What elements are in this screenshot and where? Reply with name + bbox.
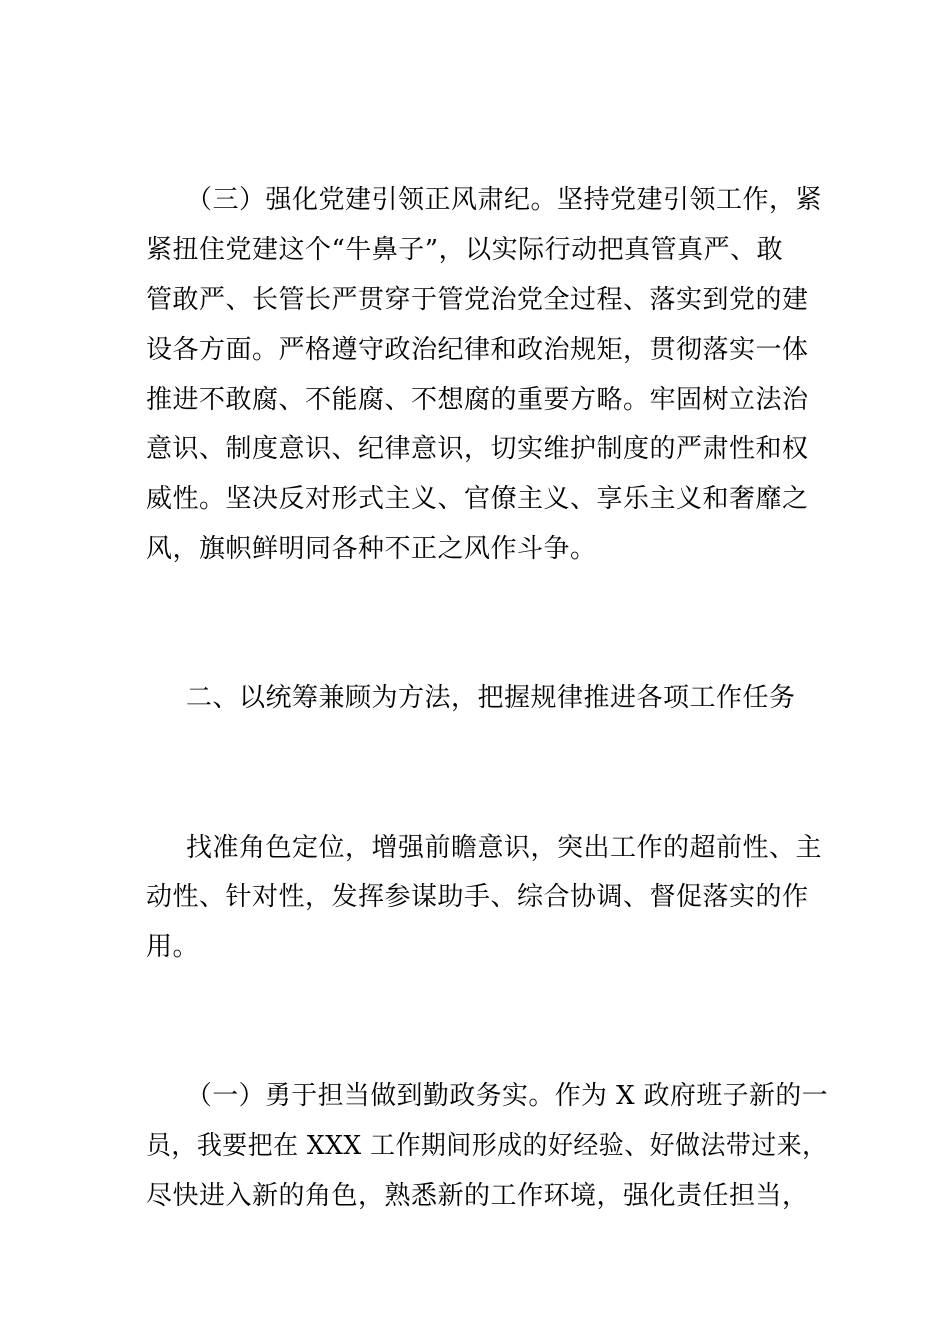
text-line: 威性。坚决反对形式主义、官僚主义、享乐主义和奢靡之 — [146, 484, 809, 514]
text-line: 意识、制度意识、纪律意识，切实维护制度的严肃性和权 — [146, 434, 809, 464]
text-line: 推进不敢腐、不能腐、不想腐的重要方略。牢固树立法治 — [146, 385, 809, 415]
text-line: （三）强化党建引领正风肃纪。坚持党建引领工作，紧 — [186, 185, 823, 215]
text-line: 尽快进入新的角色，熟悉新的工作环境，强化责任担当， — [146, 1181, 809, 1211]
heading-text: 二、以统筹兼顾为方法，把握规律推进各项工作任务 — [186, 683, 796, 713]
text-line: 风，旗帜鲜明同各种不正之风作斗争。 — [146, 534, 597, 564]
text-line: 用。 — [146, 932, 200, 962]
text-line: （一）勇于担当做到勤政务实。作为 X 政府班子新的一 — [186, 1081, 829, 1111]
text-line: 员，我要把在 XXX 工作期间形成的好经验、好做法带过来， — [146, 1131, 828, 1161]
text-line: 管敢严、长管长严贯穿于管党治党全过程、落实到党的建 — [146, 285, 809, 315]
text-line: 紧扭住党建这个“牛鼻子”，以实际行动把真管真严、敢 — [146, 235, 784, 265]
text-line: 找准角色定位，增强前瞻意识，突出工作的超前性、主 — [186, 833, 823, 863]
text-line: 设各方面。严格遵守政治纪律和政治规矩，贯彻落实一体 — [146, 335, 809, 365]
text-line: 动性、针对性，发挥参谋助手、综合协调、督促落实的作 — [146, 882, 809, 912]
